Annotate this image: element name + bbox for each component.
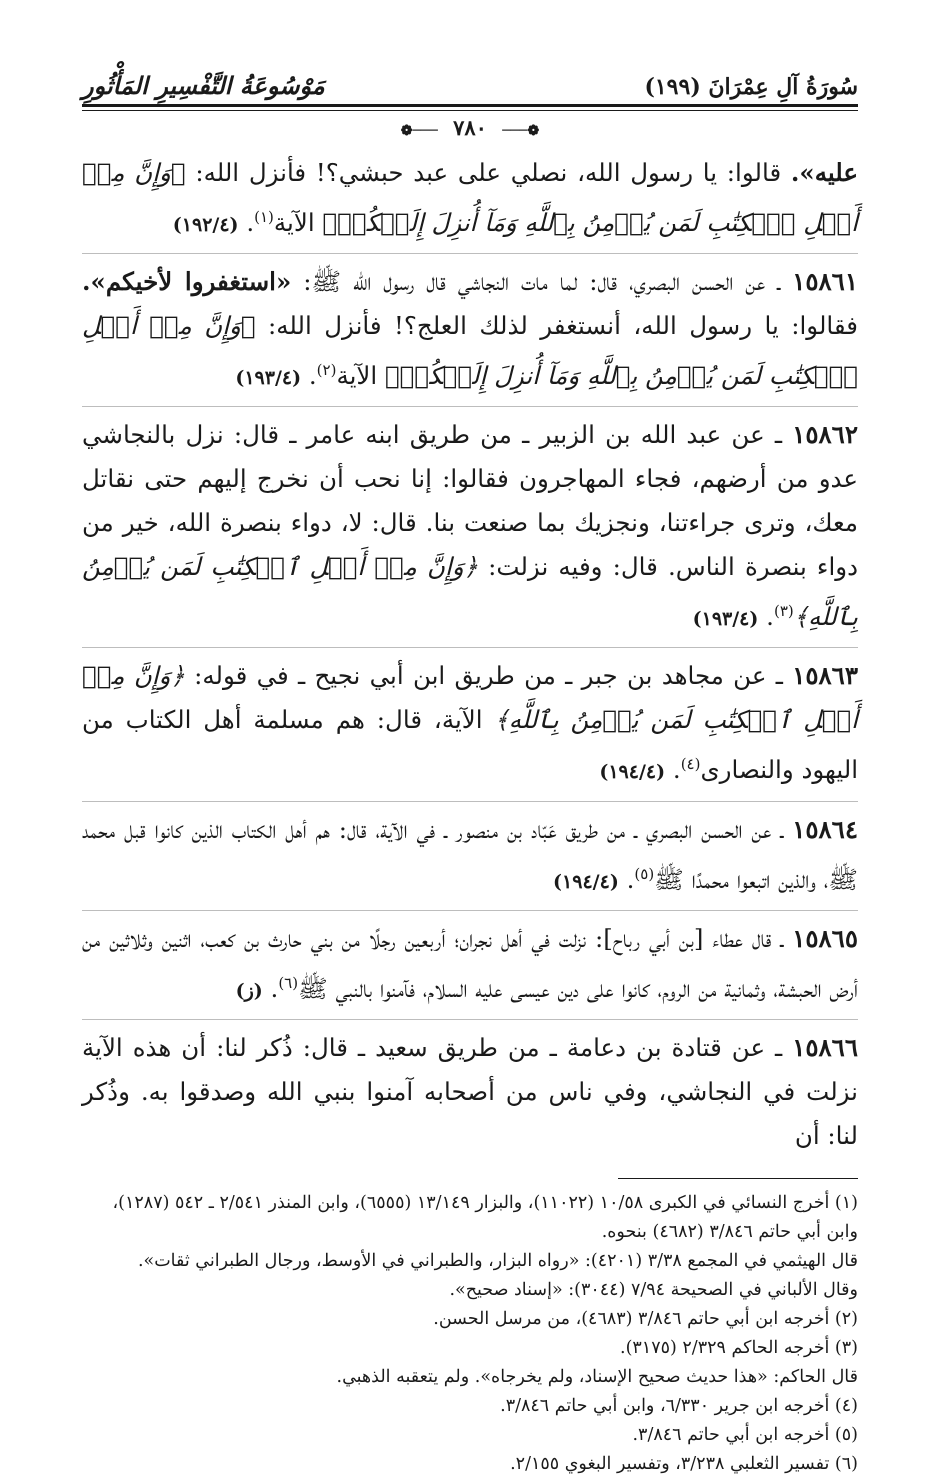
book-page (82, 56, 859, 1474)
entry-text: ـ عن الحسن البصري، قال: لما مات النجاشي قال رسول الله ﷺ: (291, 267, 793, 297)
entry-text: . (618, 864, 635, 894)
page-number: ٧٨٠ (453, 115, 487, 140)
hadith-entry (82, 260, 858, 407)
footnote: وقال الألباني في الصحيحة ٧/٩٤ (٣٠٤٤): «إسناد صحيح». (449, 1279, 858, 1300)
quran-verse: ﴿وَإِنَّ مِنۡ أَهۡلِ ٱلۡكِتَٰبِ لَمَن يُؤۡمِنُ بِٱللَّهِ﴾ (82, 661, 858, 735)
footnote-marker: (٥) (634, 864, 655, 883)
footnote: (٤) أخرجه ابن جرير ٦/٣٣٠، وابن أبي حاتم ٣/٨٤٦. (500, 1395, 858, 1416)
running-header (82, 56, 858, 100)
header-rule (82, 104, 858, 107)
quoted-speech: «استغفروا لأخيكم». (82, 267, 292, 297)
entry-text: ـ قال عطاء [بن أبي رباح]: نزلت في أهل نجران؛ أربعين رجلًا من بني حارث بن كعب، اثنين وثلاثين من أرض الحبشة، وثمانية من الروم، كانوا على دين عيسى عليه السلام، فآمنوا بالنبي ﷺ (82, 923, 858, 1003)
entry-number: ١٥٨٦٣ (792, 661, 858, 691)
footnote: قال الحاكم: «هذا حديث صحيح الإسناد، ولم يخرجاه». ولم يتعقبه الذهبي. (336, 1366, 858, 1387)
source-reference: (١٩٤/٤) (553, 870, 619, 893)
footnote-marker: (٤) (680, 755, 701, 774)
entry-text: ـ عن مجاهد بن جبر ـ من طريق ابن أبي نجيح ـ في قوله: (184, 661, 793, 691)
footnote: (٥) أخرجه ابن أبي حاتم ٣/٨٤٦. (632, 1424, 858, 1445)
footnote: (٦) تفسير الثعلبي ٣/٢٣٨، وتفسير البغوي ٢/١٥٥. (510, 1453, 858, 1474)
entry-text: الآية (273, 208, 323, 238)
ornament-icon: ❁─── (502, 123, 540, 139)
hadith-entry (82, 808, 858, 911)
hadith-entry (82, 654, 858, 801)
entry-text: ـ عن الحسن البصري ـ من طريق عَبّاد بن منصور ـ في الآية، قال: هم أهل الكتاب الذين كانوا قبل محمد ﷺ، والذين اتبعوا محمدًا ﷺ (82, 814, 858, 894)
entry-text: فقالوا: يا رسول الله، أنستغفر لذلك العلج؟! فأنزل الله: (255, 311, 859, 341)
quran-verse: ﴿وَإِنَّ مِنۡ أَهۡلِ ٱلۡكِتَٰبِ لَمَن يُؤۡمِنُ بِٱللَّهِ وَمَآ أُنزِلَ إِلَيۡكُمۡ﴾ (82, 311, 858, 391)
surah-title: سُورَةُ آلِ عِمْرَانَ (١٩٩) (644, 74, 858, 100)
source-reference: (١٩٢/٤) (172, 214, 239, 237)
source-reference: (١٩٣/٤) (692, 608, 759, 631)
footnote: (٣) أخرجه الحاكم ٢/٣٢٩ (٣١٧٥). (620, 1337, 858, 1358)
page-number-row (82, 115, 858, 141)
entry-number: ١٥٨٦١ (792, 267, 858, 297)
footnote-marker: (١) (254, 208, 274, 226)
footnote-marker: (٦) (278, 973, 299, 992)
main-text (82, 151, 858, 1164)
footnote: (٢) أخرجه ابن أبي حاتم ٣/٨٤٦ (٤٦٨٣)، من مرسل الحسن. (433, 1308, 858, 1329)
entry-text: قالوا: يا رسول الله، نصلي على عبد حبشي؟! فأنزل الله: (185, 158, 791, 187)
footnote: قال الهيثمي في المجمع ٣/٣٨ (٤٢٠١): «رواه البزار، والطبراني في الأوسط، ورجال الطبراني ثقات». (137, 1250, 858, 1271)
entry-text: . (758, 602, 774, 632)
entry-text: ـ عن قتادة بن دعامة ـ من طريق سعيد ـ قال: ذُكر لنا: أن هذه الآية نزلت في النجاشي، وفي ناس من أصحابه آمنوا بنبي الله وصدقوا به. وذُكر لنا: أن (82, 1032, 858, 1150)
book-title: مَوْسُوعَةُ التَّفْسِيرِ المَأْثُورِ (82, 71, 325, 100)
quran-verse: ﴿وَإِنَّ مِنۡ أَهۡلِ ٱلۡكِتَٰبِ لَمَن يُؤۡمِنُ بِٱللَّهِ﴾ (82, 552, 858, 632)
source-reference: (١٩٤/٤) (599, 761, 666, 784)
ornament-icon: ───❁ (400, 123, 438, 139)
source-reference: (ز) (235, 979, 263, 1002)
footnotes (82, 1189, 858, 1479)
entry-text: . (262, 973, 279, 1003)
entry-text: ـ عن عبد الله بن الزبير ـ من طريق ابنه عامر ـ قال: نزل بالنجاشي عدو من أرضهم، فجاء المهاجرون فقالوا: إنا نحب أن نخرج إليهم حتى نقاتل معك، وترى جراءتنا، ونجزيك بما صنعت بنا. قال: لا، دواء بنصرة الله، خير من دواء بنصرة الناس. قال: وفيه نزلت: (82, 420, 858, 582)
entry-text: . (665, 755, 681, 785)
quoted-speech: عليه». (790, 158, 858, 187)
entry-number: ١٥٨٦٦ (792, 1032, 858, 1062)
source-reference: (١٩٣/٤) (235, 367, 302, 390)
hadith-entry (82, 413, 858, 648)
entry-text: الآية، قال: هم مسلمة أهل الكتاب من اليهود والنصارى (82, 705, 858, 785)
entry-number: ١٥٨٦٤ (792, 814, 858, 844)
header-rule-thin (82, 110, 858, 111)
quran-verse: ﴿وَإِنَّ مِنۡ أَهۡلِ ٱلۡكِتَٰبِ لَمَن يُؤۡمِنُ بِٱللَّهِ وَمَآ أُنزِلَ إِلَيۡكُمۡ﴾ (82, 158, 858, 238)
entry-number: ١٥٨٦٢ (792, 420, 858, 450)
hadith-entry (82, 151, 858, 254)
entry-text: . (238, 208, 255, 238)
entry-text: . (301, 361, 317, 391)
footnote: (١) أخرج النسائي في الكبرى ١٠/٥٨ (١١٠٢٢)، والبزار ١٣/١٤٩ (٦٥٥٥)، وابن المنذر ٢/٥٤١ ـ ٥٤٢ (١٢٨٧)، وابن أبي حاتم ٣/٨٤٦ (٤٦٨٢) بنحوه. (112, 1192, 858, 1242)
entry-text: الآية (336, 361, 385, 391)
footnote-separator (618, 1178, 858, 1179)
footnote-marker: (٢) (316, 361, 337, 380)
footnote-marker: (٣) (773, 602, 794, 621)
hadith-entry (82, 1026, 858, 1164)
hadith-entry (82, 917, 858, 1020)
entry-number: ١٥٨٦٥ (792, 923, 858, 953)
